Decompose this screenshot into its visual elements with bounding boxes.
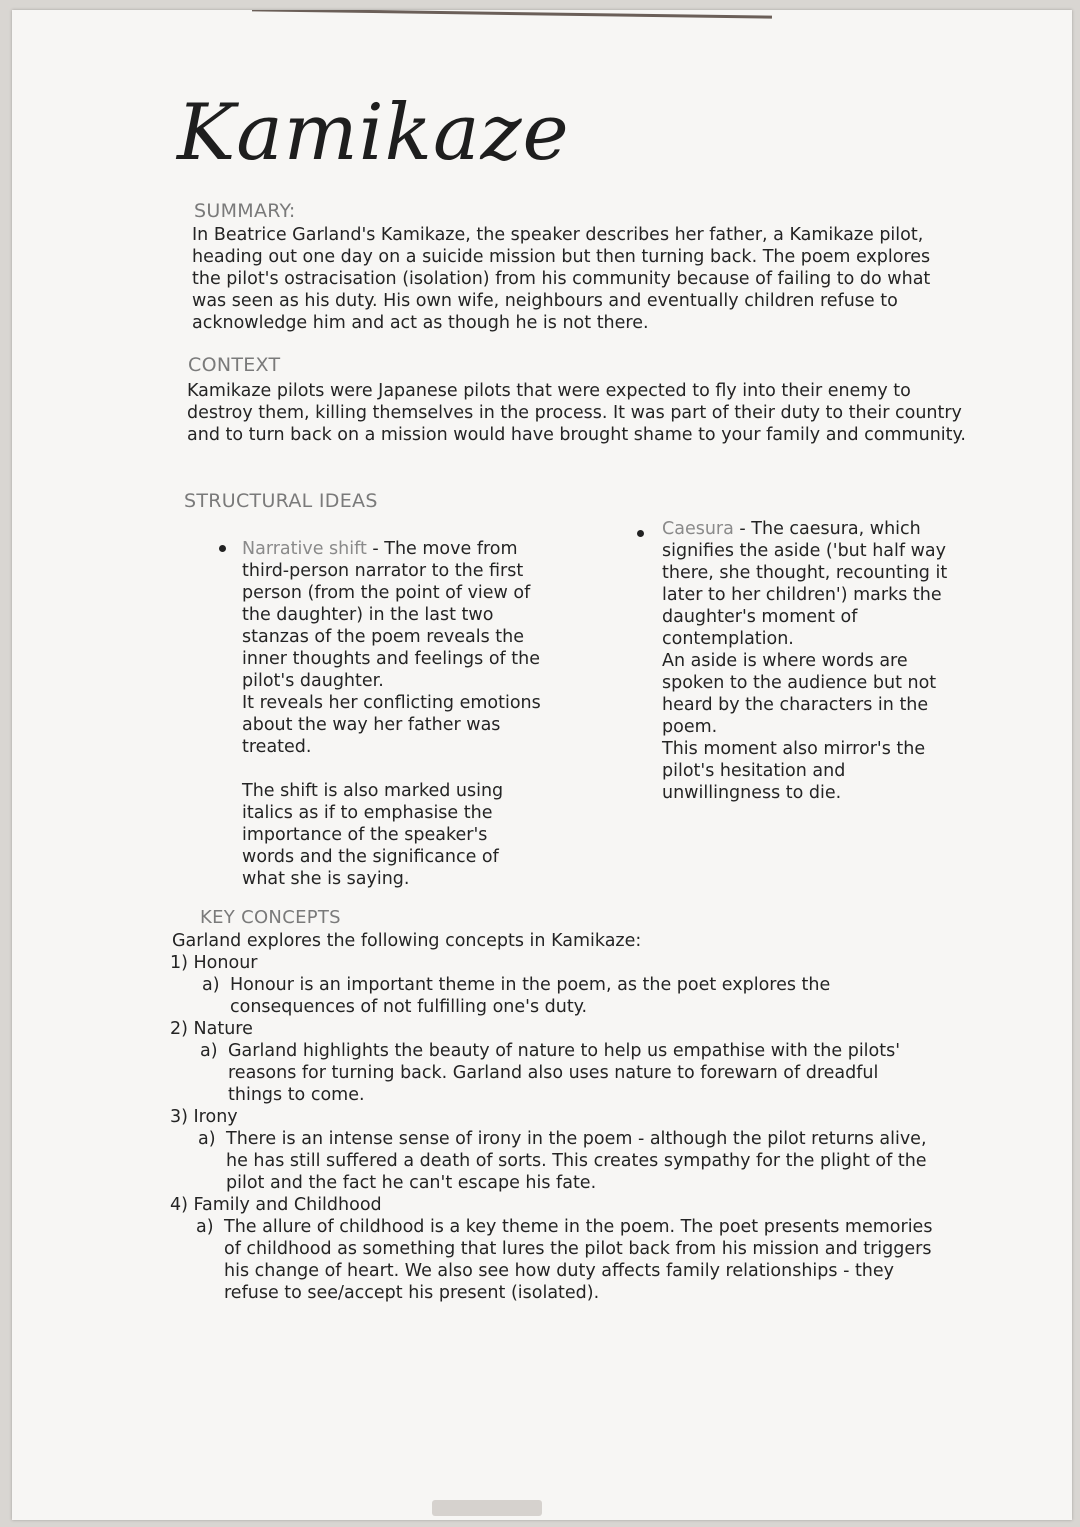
- concept-title: 1) Honour: [170, 953, 258, 973]
- footer-smudge: [432, 1500, 542, 1516]
- caesura-text2: An aside is where words are spoken to the audience but not heard by the characters in the poem.: [662, 651, 937, 737]
- page-title: Kamikaze: [177, 88, 570, 178]
- summary-text: In Beatrice Garland's Kamikaze, the speaker describes her father, a Kamikaze pilot, heading out one day on a suicide mission but then turning back. The poem explores the pilot's ostracisation (isolation) from his community because of failing to do what was seen as his duty. His own wife, neighbours and eventually children refuse to acknowledge him and act as though he is not there.: [192, 225, 931, 333]
- concept-honour: [170, 952, 970, 1018]
- structural-left-column: [242, 538, 542, 890]
- context-heading: CONTEXT: [188, 354, 281, 376]
- narrative-shift-label: Narrative shift: [242, 539, 367, 559]
- concept-text: Honour is an important theme in the poem, as the poet explores the consequences of not fulfilling one's duty.: [230, 975, 831, 1017]
- concept-title: 3) Irony: [170, 1107, 238, 1127]
- narrative-shift-text: - The move from third-person narrator to the first person (from the point of view of the daughter) in the last two stanzas of the poem reveals the inner thoughts and feelings of the pilot's daughter.: [242, 539, 540, 691]
- concept-text: The allure of childhood is a key theme in the poem. The poet presents memories of childhood as something that lures the pilot back from his mission and triggers his change of heart. We also see how duty affects family relationships - they refuse to see/accept his present (isolated).: [224, 1217, 933, 1303]
- concept-letter: a): [196, 1217, 214, 1237]
- concept-letter: a): [198, 1129, 216, 1149]
- concept-text: Garland highlights the beauty of nature to help us empathise with the pilots' reasons for turning back. Garland also uses nature to forewarn of dreadful things to come.: [228, 1041, 901, 1105]
- concept-title: 2) Nature: [170, 1019, 253, 1039]
- caesura-label: Caesura: [662, 519, 734, 539]
- structural-right-column: [662, 518, 957, 804]
- concept-irony: [170, 1106, 970, 1194]
- concept-text: There is an intense sense of irony in the poem - although the pilot returns alive, he has still suffered a death of sorts. This creates sympathy for the plight of the pilot and the fact he can't escape his fate.: [226, 1129, 927, 1193]
- bullet-left: [219, 545, 226, 552]
- top-edge-line: [252, 10, 772, 19]
- document-page: [12, 10, 1072, 1520]
- summary-heading: SUMMARY:: [194, 200, 296, 222]
- context-text: Kamikaze pilots were Japanese pilots that were expected to fly into their enemy to destroy them, killing themselves in the process. It was part of their duty to their country and to turn back on a mission would have brought shame to your family and community.: [187, 381, 966, 445]
- bullet-right: [637, 530, 644, 537]
- concept-nature: [170, 1018, 970, 1106]
- concept-letter: a): [202, 975, 220, 995]
- narrative-shift-text2: It reveals her conflicting emotions about the way her father was treated.: [242, 693, 541, 757]
- key-concepts-intro: Garland explores the following concepts in Kamikaze:: [172, 931, 642, 951]
- concept-family: [170, 1194, 970, 1304]
- key-concepts-heading: KEY CONCEPTS: [200, 907, 341, 928]
- structural-heading: STRUCTURAL IDEAS: [184, 490, 378, 512]
- caesura-text: - The caesura, which signifies the aside ('but half way there, she thought, recounting it later to her children') marks the daughter's moment of contemplation.: [662, 519, 948, 649]
- narrative-shift-text3: The shift is also marked using italics as if to emphasise the importance of the speaker's words and the significance of what she is saying.: [242, 781, 504, 889]
- key-concepts-list: [170, 952, 970, 1304]
- concept-letter: a): [200, 1041, 218, 1061]
- concept-title: 4) Family and Childhood: [170, 1195, 382, 1215]
- caesura-text3: This moment also mirror's the pilot's hesitation and unwillingness to die.: [662, 739, 926, 803]
